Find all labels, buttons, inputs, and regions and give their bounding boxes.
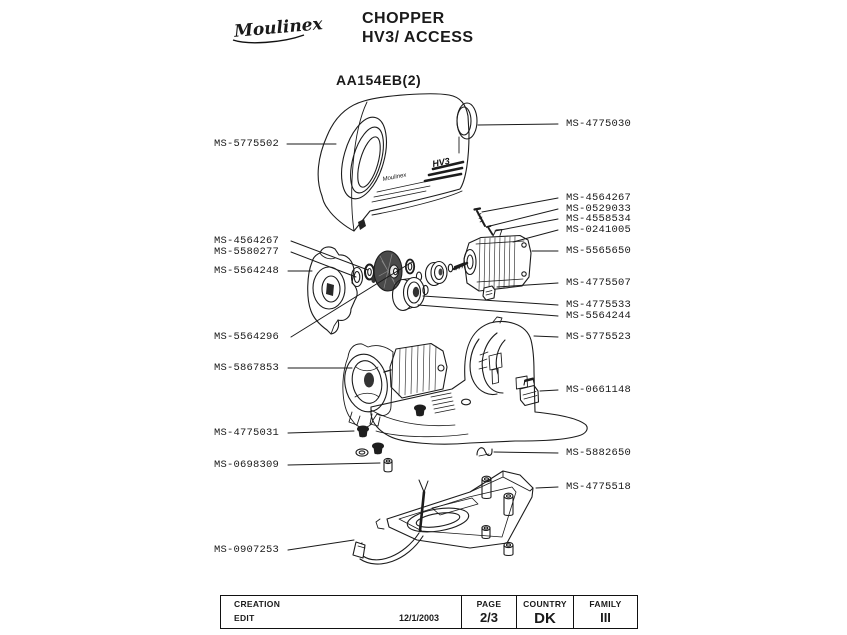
doc-title-line2: HV3/ ACCESS xyxy=(362,29,474,46)
spacer-drawing xyxy=(384,458,392,471)
part-label-ms-4775533: MS-4775533 xyxy=(566,298,632,311)
leader-line-ms-0529033 xyxy=(490,209,558,226)
part-label-ms-5775502: MS-5775502 xyxy=(214,137,280,150)
family-value: III xyxy=(600,610,611,625)
leader-line-ms-5775523 xyxy=(534,336,558,337)
edit-label: EDIT xyxy=(234,613,255,623)
part-label-ms-4775518: MS-4775518 xyxy=(566,480,632,493)
motor-drawing xyxy=(455,230,531,292)
edit-date: 12/1/2003 xyxy=(398,613,439,623)
part-label-ms-4564267: MS-4564267 xyxy=(566,191,632,204)
clip-drawing xyxy=(477,448,492,456)
leader-lines xyxy=(287,124,558,550)
leader-line-ms-0661148 xyxy=(540,390,558,391)
part-label-ms-5564248: MS-5564248 xyxy=(214,264,280,277)
leader-line-ms-4564267 xyxy=(291,241,368,270)
part-label-ms-5882650: MS-5882650 xyxy=(566,446,632,459)
screw-long-drawing xyxy=(475,209,486,227)
doc-title-line1: CHOPPER xyxy=(362,10,445,27)
moulinex-logo-underline xyxy=(230,33,308,45)
part-label-ms-4775031: MS-4775031 xyxy=(214,426,280,439)
part-label-ms-5775523: MS-5775523 xyxy=(566,330,632,343)
foot-washer-drawing xyxy=(356,449,368,456)
body-marking-hv3: HV3 xyxy=(431,155,451,169)
family-cell xyxy=(573,596,637,628)
part-label-ms-4775507: MS-4775507 xyxy=(566,276,632,289)
part-label-ms-0661148: MS-0661148 xyxy=(566,383,632,396)
part-label-ms-0529033: MS-0529033 xyxy=(566,202,632,215)
leader-line-ms-4775518 xyxy=(536,487,558,488)
part-label-ms-4558534: MS-4558534 xyxy=(566,212,632,225)
leader-line-ms-0907253 xyxy=(288,540,354,550)
title-block-table xyxy=(220,595,638,629)
bottom-plate-drawing xyxy=(376,471,533,548)
part-label-ms-0907253: MS-0907253 xyxy=(214,543,280,556)
page-value: 2/3 xyxy=(479,610,499,625)
country-cell xyxy=(516,596,573,628)
leader-line-ms-0698309 xyxy=(288,463,380,465)
part-label-ms-5580277: MS-5580277 xyxy=(214,245,280,258)
creation-cell xyxy=(221,596,461,628)
family-label: FAMILY xyxy=(589,599,622,609)
leader-line-ms-5580277 xyxy=(291,252,356,277)
leader-line-ms-5564244 xyxy=(418,305,558,316)
creation-label: CREATION xyxy=(234,599,281,609)
page-cell xyxy=(461,596,516,628)
drive-gear-drawing xyxy=(426,262,448,286)
chassis-drawing xyxy=(371,317,587,444)
part-label-ms-4775030: MS-4775030 xyxy=(566,117,632,130)
ring-d-drawing xyxy=(448,264,452,272)
country-value: DK xyxy=(534,610,556,627)
moulinex-logo: Moulinex xyxy=(233,14,324,42)
top-cover-drawing xyxy=(318,94,477,231)
part-label-ms-5867853: MS-5867853 xyxy=(214,361,280,374)
page-label: PAGE xyxy=(476,599,502,609)
part-label-ms-0241005: MS-0241005 xyxy=(566,223,632,236)
part-label-ms-5565650: MS-5565650 xyxy=(566,244,632,257)
part-label-ms-4564267: MS-4564267 xyxy=(214,234,280,247)
leader-line-ms-4558534 xyxy=(495,219,558,231)
screw-short-drawing xyxy=(487,226,493,235)
part-label-ms-5564296: MS-5564296 xyxy=(214,330,280,343)
body-marking-brand: Moulinex xyxy=(382,172,407,183)
motor-assembly-drawing xyxy=(340,344,447,428)
gearbox-housing-drawing xyxy=(308,247,357,334)
part-label-ms-5564244: MS-5564244 xyxy=(566,309,632,322)
leader-line-ms-4775030 xyxy=(478,124,558,125)
country-label: COUNTRY xyxy=(523,599,567,609)
leader-line-ms-4564267 xyxy=(482,198,558,212)
cover-notch xyxy=(358,219,366,230)
carbon-brush-drawing xyxy=(483,286,495,300)
part-label-ms-0698309: MS-0698309 xyxy=(214,458,280,471)
switch-drawing xyxy=(520,378,539,406)
leader-line-ms-5882650 xyxy=(494,452,558,453)
leader-line-ms-4775507 xyxy=(497,283,558,287)
model-reference: AA154EB(2) xyxy=(336,72,422,88)
leader-line-ms-4775031 xyxy=(288,431,354,433)
